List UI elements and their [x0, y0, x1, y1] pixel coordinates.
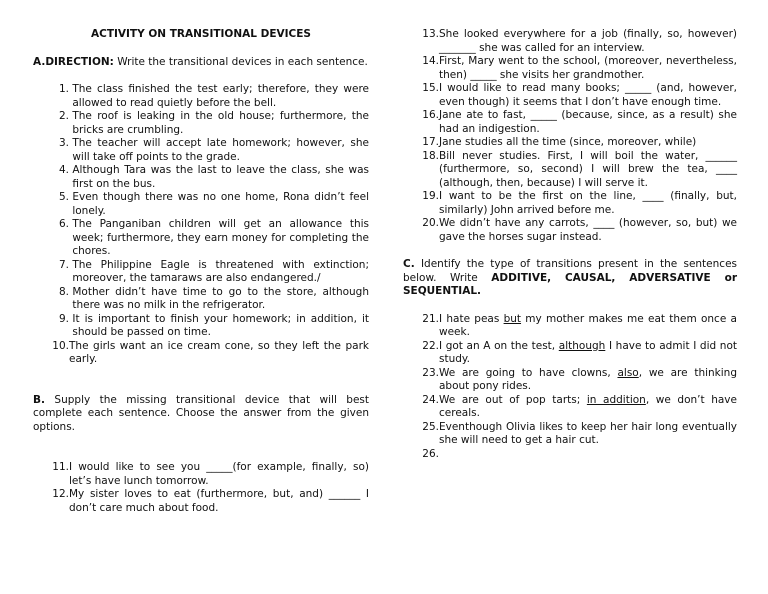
- section-c-types: ADDITIVE, CAUSAL, ADVERSATIVE or SEQUENTIAL.: [403, 271, 737, 297]
- page-title: ACTIVITY ON TRANSITIONAL DEVICES: [91, 28, 311, 40]
- list-item: 3. The teacher will accept late homework; however, she will take off points to the grade.: [58, 137, 369, 163]
- list-item: 21. I hate peas but my mother makes me eat them once a week.: [422, 312, 737, 338]
- list-item: 14. First, Mary went to the school, (moreover, nevertheless, then) _____ she visits her grandmother.: [422, 55, 737, 81]
- section-c-list: [403, 313, 737, 462]
- list-item: 22. I got an A on the test, although I have to admit I did not study.: [422, 339, 737, 365]
- list-item: 18. Bill never studies. First, I will boil the water, ______ (furthermore, so, second) I will brew the tea, ____ (although, then, because) I will serve it.: [422, 149, 737, 189]
- list-item: 8. Mother didn’t have time to go to the store, although there was no milk in the refrigerator.: [58, 285, 369, 311]
- section-b-list-right: [403, 28, 737, 244]
- list-item: 26.: [422, 447, 439, 460]
- list-item: 11. I would like to see you _____(for example, finally, so) let’s have lunch tomorrow.: [52, 461, 369, 487]
- list-item: 19. I want to be the first on the line, ____ (finally, but, similarly) John arrived before me.: [422, 190, 737, 216]
- section-c-letter: C.: [403, 258, 415, 270]
- list-item: 7. The Philippine Eagle is threatened with extinction; moreover, the tamaraws are also endangered./: [58, 258, 369, 284]
- section-a-instruction: [33, 56, 369, 70]
- underlined-transition: although: [558, 339, 606, 352]
- section-a-label: DIRECTION:: [45, 55, 114, 68]
- underlined-transition: also: [617, 366, 639, 379]
- section-a-letter: A.: [33, 55, 46, 68]
- left-column: [33, 28, 369, 515]
- list-item: 13. She looked everywhere for a job (finally, so, however) _______ she was called for an interview.: [422, 28, 737, 54]
- section-b-list-left: [33, 461, 369, 515]
- list-item: 20. We didn’t have any carrots, ____ (however, so, but) we gave the horses sugar instead.: [422, 217, 737, 243]
- section-b-letter: B.: [33, 393, 45, 406]
- section-c-text: Identify the type of transitions present in the sentences below. Write: [403, 258, 737, 284]
- underlined-transition: but: [503, 312, 522, 325]
- underlined-transition: in addition: [586, 393, 646, 406]
- list-item: 24. We are out of pop tarts; in addition, we don’t have cereals.: [422, 393, 737, 419]
- list-item: 12. My sister loves to eat (furthermore, but, and) ______ I don’t care much about food.: [52, 488, 369, 514]
- list-item: 9. It is important to finish your homework; in addition, it should be passed on time.: [58, 312, 369, 338]
- section-b-instruction: [33, 394, 369, 435]
- section-c-instruction: [403, 258, 737, 299]
- list-item: 16. Jane ate to fast, _____ (because, since, as a result) she had an indigestion.: [422, 109, 737, 135]
- right-column: [403, 28, 737, 461]
- list-item: 23. We are going to have clowns, also, we are thinking about pony rides.: [422, 366, 737, 392]
- list-item: 1. The class finished the test early; therefore, they were allowed to read quietly before the bell.: [58, 83, 369, 109]
- section-a-text: Write the transitional devices in each sentence.: [113, 55, 368, 68]
- list-item: 10. The girls want an ice cream cone, so they left the park early.: [52, 339, 369, 365]
- list-item: 4. Although Tara was the last to leave the class, she was first on the bus.: [58, 164, 369, 190]
- list-item: 2. The roof is leaking in the old house; furthermore, the bricks are crumbling.: [58, 110, 369, 136]
- section-b-text: Supply the missing transitional device that will best complete each sentence. Choose the answer from the given options.: [33, 393, 369, 433]
- list-item: 25. Eventhough Olivia likes to keep her hair long eventually she will need to get a hair cut.: [422, 420, 737, 446]
- list-item: 5. Even though there was no one home, Rona didn’t feel lonely.: [58, 191, 369, 217]
- section-a-list: [33, 83, 369, 367]
- list-item: 6. The Panganiban children will get an allowance this week; furthermore, they earn money for completing the chores.: [58, 218, 369, 257]
- list-item: 15. I would like to read many books; _____ (and, however, even though) it seems that I don’t have enough time.: [422, 82, 737, 108]
- list-item: 17. Jane studies all the time (since, moreover, while): [422, 136, 697, 148]
